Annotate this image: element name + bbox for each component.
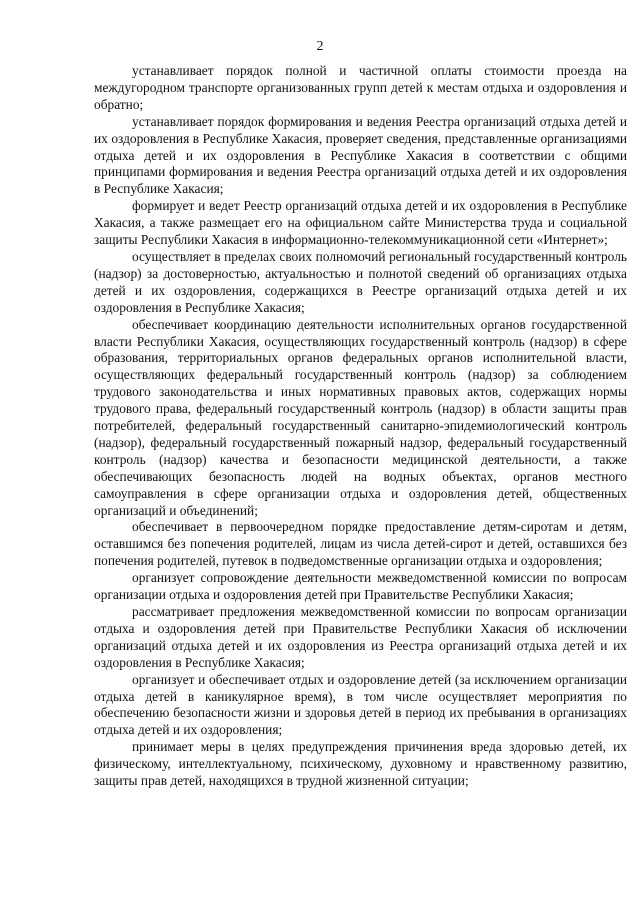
paragraph: рассматривает предложения межведомственной комиссии по вопросам организации отдыха и оздоровления детей при Правительстве Республики Хакасия об исключении организаций отдыха детей и их оздоровления из Реестра организаций отдыха детей и их оздоровления в Республике Хакасия; [94, 604, 627, 670]
document-body [94, 63, 627, 790]
paragraph: устанавливает порядок полной и частичной оплаты стоимости проезда на междугородном транспорте организованных групп детей к местам отдыха и оздоровления и обратно; [94, 63, 627, 112]
paragraph: организует и обеспечивает отдых и оздоровление детей (за исключением организации отдыха детей в каникулярное время), в том числе осуществляет мероприятия по обеспечению безопасности жизни и здоровья детей в период их пребывания в организациях отдыха детей и их оздоровления; [94, 671, 627, 738]
paragraph: формирует и ведет Реестр организаций отдыха детей и их оздоровления в Республике Хакасия, а также размещает его на официальном сайте Министерства труда и социальной защиты Республики Хакасия в информационно-телекоммуникационной сети «Интернет»; [94, 198, 627, 248]
paragraph: осуществляет в пределах своих полномочий региональный государственный контроль (надзор) за достоверностью, актуальностью и полнотой сведений об организациях отдыха детей и их оздоровления, содержащихся в Реестре организаций отдыха детей и их оздоровления в Республике Хакасия; [94, 248, 627, 315]
paragraph: организует сопровождение деятельности межведомственной комиссии по вопросам организации отдыха и оздоровления детей при Правительстве Республики Хакасия; [94, 570, 627, 603]
paragraph: устанавливает порядок формирования и ведения Реестра организаций отдыха детей и их оздоровления в Республике Хакасия, проверяет сведения, представленные организациями отдыха детей и их оздоровления в Республике Хакасия в соответствии с общими принципами формирования и ведения Реестра организаций отдыха детей и их оздоровления в Республике Хакасия; [94, 113, 627, 197]
page-number: 2 [316, 39, 324, 54]
paragraph: обеспечивает в первоочередном порядке предоставление детям-сиротам и детям, оставшимся без попечения родителей, лицам из числа детей-сирот и детей, оставшихся без попечения родителей, путевок в подведомственные организации отдыха и оздоровления; [94, 519, 627, 569]
paragraph: принимает меры в целях предупреждения причинения вреда здоровью детей, их физическому, интеллектуальному, психическому, духовному и нравственному развитию, защиты прав детей, находящихся в трудной жизненной ситуации; [94, 739, 627, 789]
paragraph: обеспечивает координацию деятельности исполнительных органов государственной власти Республики Хакасия, осуществляющих государственный контроль (надзор) в сфере образования, территориальных органов федеральных органов исполнительной власти, осуществляющих федеральный государственный контроль (надзор) за соблюдением трудового законодательства и иных нормативных правовых актов, содержащих нормы трудового права, федеральный государственный контроль (надзор) в области защиты прав потребителей, федеральный государственный санитарно-эпидемиологический контроль (надзор), федеральный государственный пожарный надзор, федеральный государственный контроль (надзор) качества и безопасности медицинской деятельности, а также обеспечивающих безопасность людей на водных объектах, органов местного самоуправления в сфере организации отдыха и оздоровления детей, общественных организаций и объединений; [94, 316, 627, 518]
